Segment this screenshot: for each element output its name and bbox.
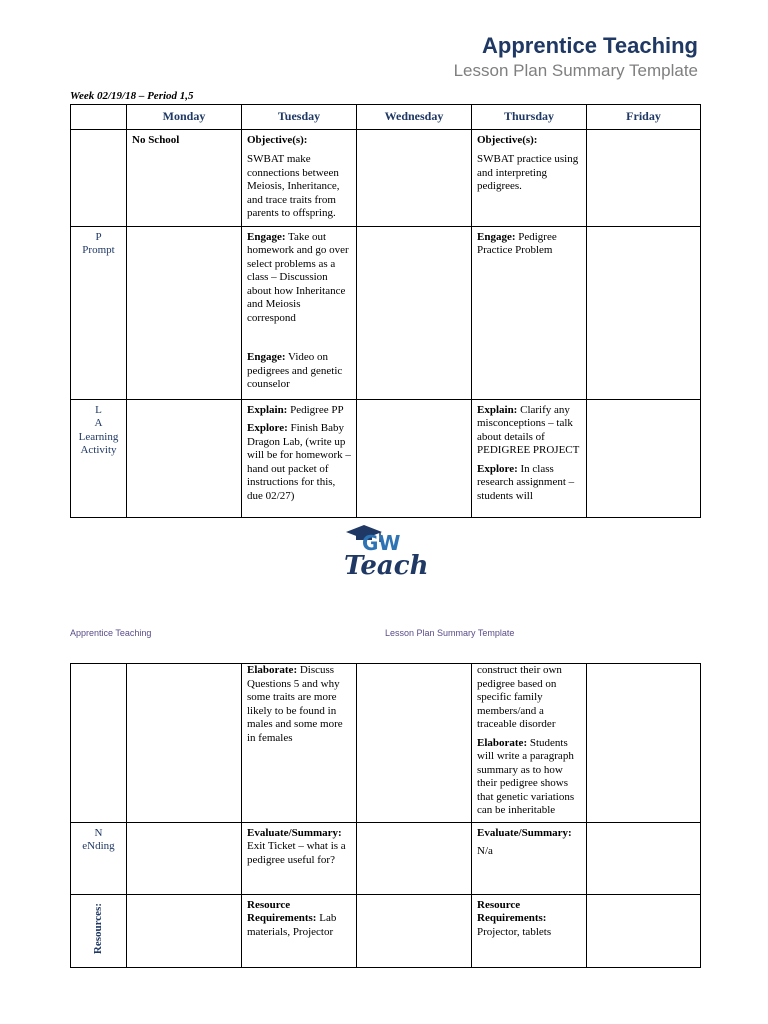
- learning-activity-row: [71, 399, 701, 517]
- friday-objective-cell: [587, 129, 701, 226]
- monday-objective-cell: [127, 129, 242, 226]
- thursday-ending-cell: [472, 822, 587, 894]
- monday-ending-cell: [127, 822, 242, 894]
- tuesday-engage-2: Engage: Video on pedigrees and genetic counselor: [247, 351, 343, 390]
- thursday-resources-heading: Resource Requirements:: [477, 898, 547, 924]
- footer-center: Lesson Plan Summary Template: [385, 628, 515, 638]
- tuesday-explain: Explain: Pedigree PP: [247, 403, 344, 416]
- tuesday-objective-heading: Objective(s):: [247, 133, 308, 146]
- elaborate-row: [71, 664, 701, 823]
- learning-label-cell: [71, 399, 127, 517]
- tuesday-objective-cell: [242, 129, 357, 226]
- thursday-elaborate-cell: [472, 664, 587, 823]
- thursday-objective-text: SWBAT practice using and interpreting pedigrees.: [477, 153, 579, 192]
- wednesday-resources-cell: [357, 894, 472, 967]
- friday-elaborate-cell: [587, 664, 701, 823]
- ending-label-letter: N: [94, 826, 103, 839]
- wednesday-elaborate-cell: [357, 664, 472, 823]
- day-friday: Friday: [587, 105, 701, 130]
- tuesday-explore: Explore: Finish Baby Dragon Lab, (write up will be for homework – hand out packet of instructions for this, due 02/27): [247, 422, 351, 502]
- tuesday-engage-1: Engage: Take out homework and go over select problems as a class – Discussion about how Inheritance and Meiosis correspond: [247, 230, 349, 324]
- resources-label: Resources:: [91, 902, 104, 954]
- prompt-row: [71, 226, 701, 399]
- thursday-evaluate-text: N/a: [477, 845, 493, 857]
- friday-learning-cell: [587, 399, 701, 517]
- prompt-label-cell: [71, 226, 127, 399]
- monday-elaborate-cell: [127, 664, 242, 823]
- prompt-label-letter: P: [95, 230, 102, 243]
- footer-left: Apprentice Teaching: [70, 628, 152, 638]
- day-thursday: Thursday: [472, 105, 587, 130]
- friday-prompt-cell: [587, 226, 701, 399]
- learning-label-word2: Activity: [80, 444, 117, 456]
- ending-label-word: eNding: [82, 840, 115, 852]
- ending-label-cell: [71, 822, 127, 894]
- thursday-learning-cell: [472, 399, 587, 517]
- tuesday-ending-cell: [242, 822, 357, 894]
- thursday-prompt-cell: [472, 226, 587, 399]
- lesson-plan-table-page1: [70, 104, 701, 518]
- tuesday-objective-text: SWBAT make connections between Meiosis, Inheritance, and trace traits from parents to offspring.: [247, 153, 340, 219]
- tuesday-evaluate: Evaluate/Summary: Exit Ticket – what is a pedigree useful for?: [247, 826, 346, 866]
- tuesday-elaborate-cell: [242, 664, 357, 823]
- prompt-label-word: Prompt: [82, 244, 115, 256]
- row-label-empty: [71, 129, 127, 226]
- elaborate-label-cell: [71, 664, 127, 823]
- thursday-resources-text: Projector, tablets: [477, 925, 552, 938]
- corner-cell: [71, 105, 127, 130]
- thursday-objective-cell: [472, 129, 587, 226]
- header-title: Apprentice Teaching: [482, 33, 698, 58]
- learning-label-letter-l: L: [95, 403, 102, 416]
- thursday-explore-continued: construct their own pedigree based on specific family members/and a traceable disorder: [477, 664, 562, 730]
- thursday-explain: Explain: Clarify any misconceptions – talk about details of PEDIGREE PROJECT: [477, 403, 580, 456]
- day-wednesday: Wednesday: [357, 105, 472, 130]
- thursday-elaborate: Elaborate: Students will write a paragraph summary as to how their pedigree shows that genetic variations can be inheritable: [477, 736, 575, 816]
- monday-prompt-cell: [127, 226, 242, 399]
- wednesday-objective-cell: [357, 129, 472, 226]
- tuesday-prompt-cell: [242, 226, 357, 399]
- thursday-engage: Engage: Pedigree Practice Problem: [477, 230, 557, 256]
- tuesday-elaborate: Elaborate: Discuss Questions 5 and why some traits are more likely to be found in males and some more in females: [247, 664, 343, 744]
- wednesday-prompt-cell: [357, 226, 472, 399]
- day-header-row: [71, 105, 701, 130]
- day-tuesday: Tuesday: [242, 105, 357, 130]
- resources-row: [71, 894, 701, 967]
- resources-label-cell: [71, 894, 127, 967]
- lesson-plan-table-page2: [70, 663, 701, 968]
- objectives-row: [71, 129, 701, 226]
- learning-label-letter-a: A: [94, 417, 103, 429]
- header-subtitle: Lesson Plan Summary Template: [453, 61, 698, 80]
- thursday-evaluate-heading: Evaluate/Summary:: [477, 826, 572, 839]
- learning-label-word1: Learning: [78, 430, 119, 443]
- logo-bottom-text: Teach: [344, 551, 429, 580]
- wednesday-ending-cell: [357, 822, 472, 894]
- monday-learning-cell: [127, 399, 242, 517]
- ending-row: [71, 822, 701, 894]
- monday-resources-cell: [127, 894, 242, 967]
- tuesday-resources: Resource Requirements: Lab materials, Projector: [247, 898, 337, 938]
- thursday-objective-heading: Objective(s):: [477, 133, 538, 146]
- friday-ending-cell: [587, 822, 701, 894]
- monday-note: No School: [132, 133, 180, 146]
- wednesday-learning-cell: [357, 399, 472, 517]
- logo-top-text: GW: [362, 531, 401, 555]
- week-label: Week 02/19/18 – Period 1,5: [70, 90, 194, 102]
- gw-teach-logo: [336, 520, 446, 580]
- thursday-explore: Explore: In class research assignment – students will: [477, 462, 575, 502]
- thursday-resources-cell: [472, 894, 587, 967]
- tuesday-learning-cell: [242, 399, 357, 517]
- friday-resources-cell: [587, 894, 701, 967]
- tuesday-resources-cell: [242, 894, 357, 967]
- day-monday: Monday: [127, 105, 242, 130]
